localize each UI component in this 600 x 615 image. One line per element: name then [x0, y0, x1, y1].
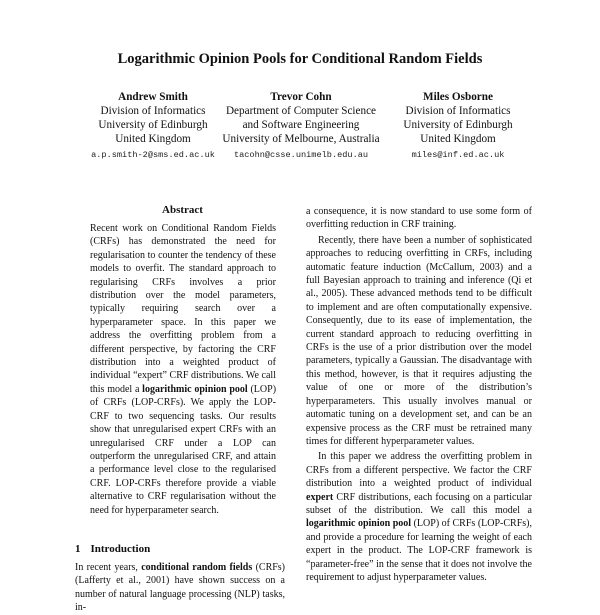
intro-bold-term: conditional random fields — [141, 562, 253, 573]
intro-text: In recent years, — [75, 562, 138, 573]
author-2 — [215, 90, 387, 162]
body-text: In this paper we address the overfitting problem in CRFs from a different perspective. We factor the CRF distribution into a weighted product of individual — [306, 451, 532, 490]
author-affiliation: University of Edinburgh — [98, 119, 208, 131]
abstract-paragraph — [90, 222, 276, 517]
introduction-body — [75, 561, 285, 615]
body-text: CRF distributions, each focusing on a particular subset of the distribution. We call this model a — [306, 491, 532, 516]
body-bold-term: logarithmic opinion pool — [306, 518, 412, 530]
author-affiliation: Division of Informatics — [405, 105, 511, 117]
abstract-text: Recent work on Conditional Random Fields (CRFs) has demonstrated the need for regularisation to counter the tendency of these models to overfit. The standard approach to regularising CRFs involves a prior distribution over the model parameters, typically requiring search over a hyperparameter space. In this paper we address the overfitting problem from a different perspective, by factoring the CRF distribution into a weighted product of individual “expert” CRF distributions. We call this model a — [90, 223, 276, 395]
section-title: Introduction — [90, 543, 151, 555]
author-email: tacohn@csse.unimelb.edu.au — [233, 150, 369, 160]
abstract-text: (LOP) of CRFs (LOP-CRFs). We apply the LOP-CRF to two sequencing tasks. Our results show that unregularised expert CRFs with an unregularised CRF under a LOP can outperform the unregularised CRF, and attain a performance level close to the regularised CRF. LOP-CRFs therefore provide a viable alternative to CRF regularisation without the need for hyperparameter search. — [90, 383, 277, 516]
abstract-heading: Abstract — [162, 204, 203, 216]
author-affiliation: University of Edinburgh — [403, 119, 513, 131]
abstract-body — [90, 222, 276, 517]
author-affiliation: University of Melbourne, Australia — [222, 133, 380, 145]
body-bold-term: expert — [306, 491, 334, 503]
author-name: Trevor Cohn — [270, 91, 332, 103]
author-affiliation: and Software Engineering — [242, 119, 360, 131]
author-name: Andrew Smith — [118, 91, 188, 103]
body-text: (LOP) of CRFs (LOP-CRFs), and provide a procedure for learning the weight of each expert in the product. The LOP-CRF framework is “parameter-free” in the sense that it does not involve the requirement to adjust hyperparameter values. — [306, 518, 533, 583]
author-affiliation: United Kingdom — [115, 133, 191, 145]
abstract-bold-term: logarithmic opinion pool — [142, 383, 248, 395]
right-column — [306, 205, 532, 586]
body-paragraph: Recently, there have been a number of sophisticated approaches to reducing overfitting in CRFs, including automatic feature induction (McCallum, 2003) and a full Bayesian approach to training and inference (Qi et al., 2005). These advanced methods tend to be difficult to implement and are often computationally expensive. Consequently, due to its ease of implementation, the current standard approach to reducing overfitting in CRFs is the use of a prior distribution over the model parameters, typically a Gaussian. The disadvantage with this method, however, is that it requires adjusting the value of one or more of the distribution’s hyperparameters. This usually involves manual or automatic tuning on a development set, and can be an expensive process as the CRF must be retrained many times for different hyperparameter values. — [306, 234, 532, 447]
author-email: a.p.smith-2@sms.ed.ac.uk — [91, 150, 215, 160]
section-heading — [75, 543, 285, 555]
body-paragraph: a consequence, it is now standard to use some form of overfitting reduction in CRF training. — [306, 206, 532, 231]
author-affiliation: Division of Informatics — [100, 105, 206, 117]
author-name: Miles Osborne — [423, 91, 493, 103]
author-1 — [78, 90, 228, 162]
author-affiliation: Department of Computer Science — [225, 105, 377, 117]
author-3 — [383, 90, 533, 162]
paper-title: Logarithmic Opinion Pools for Conditional Random Fields — [117, 51, 483, 67]
intro-text: (CRFs) (Lafferty et al., 2001) have shown success on a number of natural language processing (NLP) tasks, in- — [75, 562, 286, 614]
intro-paragraph — [75, 561, 285, 615]
author-email: miles@inf.ed.ac.uk — [411, 150, 505, 160]
author-affiliation: United Kingdom — [420, 133, 496, 145]
author-block — [0, 90, 600, 170]
body-paragraph — [306, 450, 532, 584]
section-number: 1 — [75, 543, 81, 555]
